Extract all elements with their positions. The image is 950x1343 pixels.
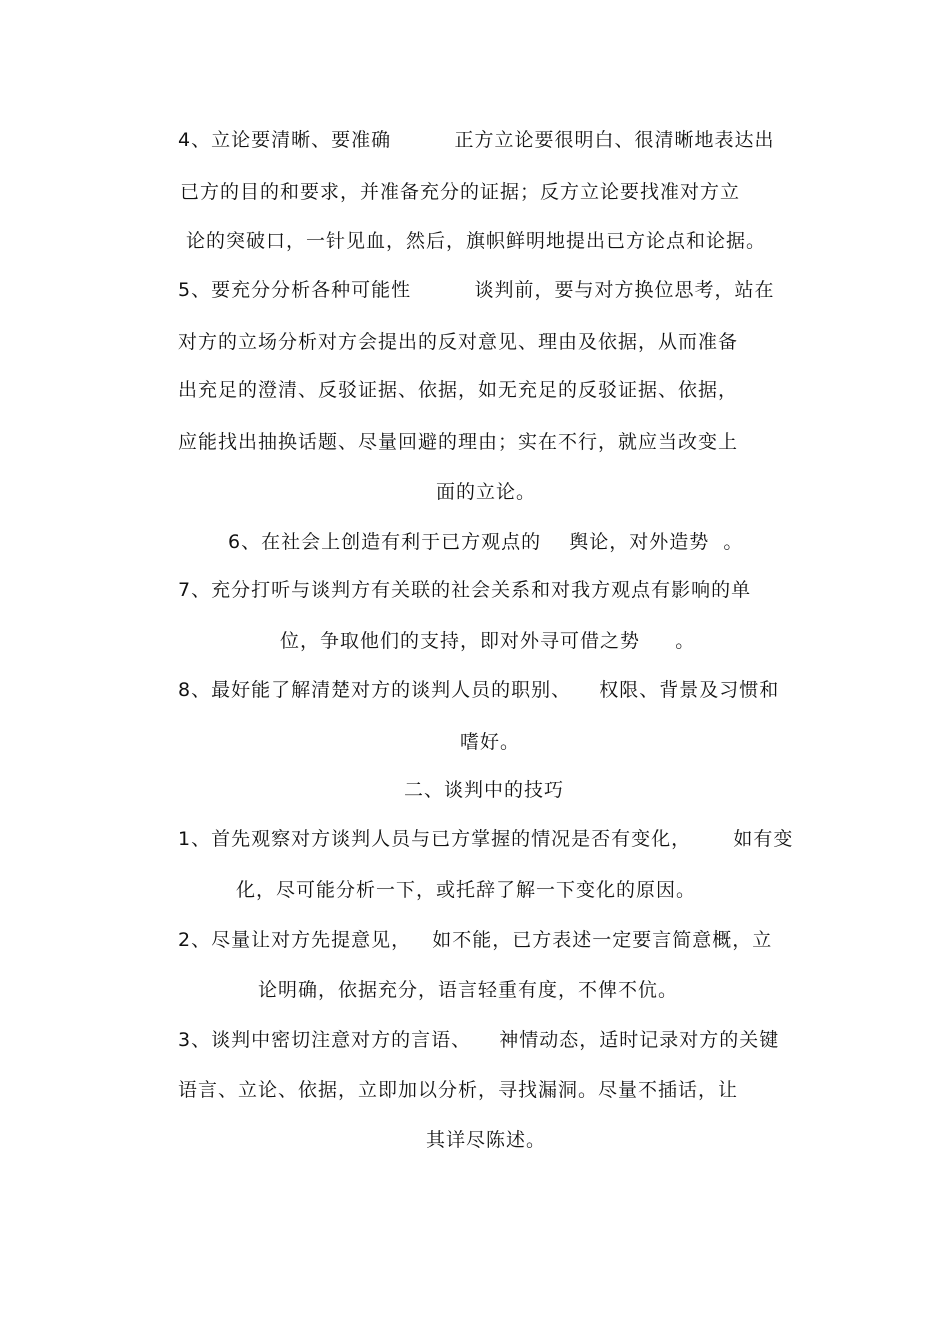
text-line: 论明确，依据充分，语言轻重有度，不俾不伉。 <box>258 979 679 1001</box>
text-line: 面的立论。 <box>436 481 537 503</box>
text-line: 其详尽陈述。 <box>426 1129 547 1151</box>
text-line: 化，尽可能分析一下，或托辞了解一下变化的原因。 <box>236 879 697 901</box>
text-line: 4、立论要清晰、要准确 正方立论要很明白、很清晰地表达出 <box>178 129 775 151</box>
text-line: 1、首先观察对方谈判人员与已方掌握的情况是否有变化， 如有变 <box>178 828 794 850</box>
text-line: 7、充分打听与谈判方有关联的社会关系和对我方观点有影响的单 <box>178 579 752 601</box>
text-line: 已方的目的和要求，并准备充分的证据；反方立论要找准对方立 <box>180 181 741 203</box>
text-line: 2、尽量让对方先提意见， 如不能，已方表述一定要言简意概，立 <box>178 929 773 951</box>
text-line: 对方的立场分析对方会提出的反对意见、理由及依据，从而准备 <box>178 331 739 353</box>
text-line: 语言、立论、依据，立即加以分析，寻找漏洞。尽量不插话，让 <box>178 1079 739 1101</box>
text-line: 应能找出抽换话题、尽量回避的理由；实在不行，就应当改变上 <box>178 431 739 453</box>
text-line: 出充足的澄清、反驳证据、依据，如无充足的反驳证据、依据， <box>178 379 739 401</box>
text-line: 5、要充分分析各种可能性 谈判前，要与对方换位思考，站在 <box>178 279 775 301</box>
text-line: 嗜好。 <box>460 731 521 753</box>
text-line: 6、在社会上创造有利于已方观点的 舆论，对外造势 。 <box>228 531 744 553</box>
text-line: 8、最好能了解清楚对方的谈判人员的职别、 权限、背景及习惯和 <box>178 679 780 701</box>
text-line: 位，争取他们的支持，即对外寻可借之势 。 <box>280 630 696 652</box>
section-heading: 二、谈判中的技巧 <box>404 779 565 801</box>
text-line: 3、谈判中密切注意对方的言语、 神情动态，适时记录对方的关键 <box>178 1029 780 1051</box>
text-line: 论的突破口，一针见血，然后，旗帜鲜明地提出已方论点和论据。 <box>186 230 767 252</box>
